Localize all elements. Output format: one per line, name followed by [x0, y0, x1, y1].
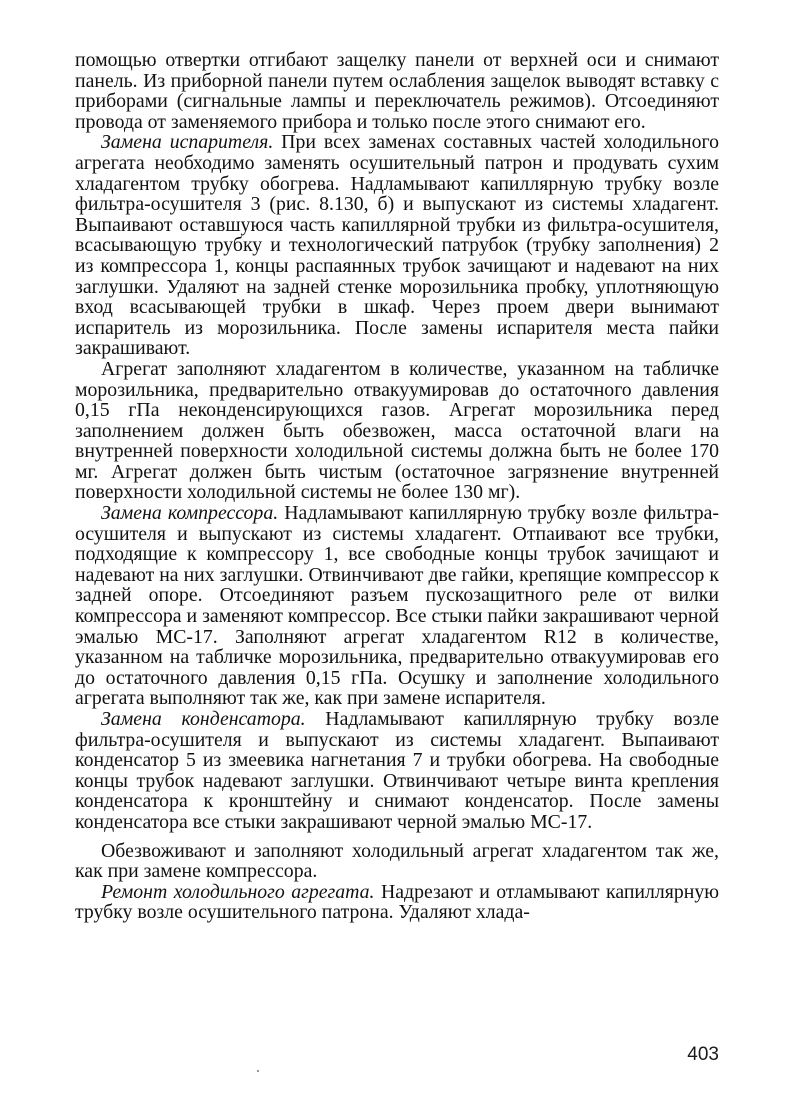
paragraph-text: Надламывают капиллярную трубку возле фильтра-осушителя и выпускают из системы хладагент. Отпаивают все трубки, подходящие к компрессору 1, все свободные концы трубок зачищают и надевают на них заглушки. Отвинчивают две гайки, крепящие компрессор к задней опоре. Отсоединяют разъем пускозащитного реле от вилки компрессора и заменяют компрессор. Все стыки пайки закрашивают черной эмалью МС-17. Заполняют агрегат хладагентом R12 в количестве, указанном на табличке морозильника, предварительно отвакуумировав его до остаточного давления 0,15 гПа. Осушку и заполнение холодильного агрегата выполняют так же, как при замене испарителя. — [75, 502, 719, 710]
paragraph-lead: Замена конденсатора. — [101, 708, 306, 730]
paragraph-dehydration — [75, 841, 719, 882]
document-page — [75, 50, 719, 1110]
paragraph-text: При всех заменах составных частей холодильного агрегата необходимо заменять осушительный патрон и продувать сухим хладагентом трубку обогрева. Надламывают капиллярную трубку возле фильтра-осушителя 3 (рис. 8.130, б) и выпускают из системы хладагент. Выпаивают оставшуюся часть капиллярной трубки из фильтра-осушителя, всасывающую трубку и технологический патрубок (трубку заполнения) 2 из компрессора 1, концы распаянных трубок зачищают и надевают на них заглушки. Удаляют на задней стенке морозильника пробку, уплотняющую вход всасывающей трубки в шкаф. Через проем двери вынимают испаритель из морозильника. После замены испарителя места пайки закрашивают. — [75, 131, 720, 360]
scan-speck — [257, 1070, 259, 1072]
paragraph-lead: Замена испарителя. — [101, 131, 274, 154]
paragraph-lead: Замена компрессора. — [101, 502, 279, 525]
paragraph-condenser-replacement — [75, 709, 719, 833]
paragraph-refrigerant-filling — [75, 359, 719, 503]
paragraph-lead: Ремонт холодильного агрегата. — [101, 880, 375, 903]
paragraph-text: Надрезают и отламывают капиллярную трубку возле осушительного патрона. Удаляют хлада- — [75, 880, 719, 924]
paragraph-text: Надламывают капиллярную трубку возле фильтра-осушителя и выпускают из системы хладагент. Выпаивают конденсатор 5 из змеевика нагнетания 7 и трубки обогрева. На свободные концы трубок надевают заглушки. Отвинчивают четыре винта крепления конденсатора к кронштейну и снимают конденсатор. После замены конденсатора все стыки закрашивают черной эмалью МС-17. — [75, 708, 720, 833]
paragraph-compressor-replacement — [75, 503, 719, 709]
paragraph-refrigeration-unit-repair — [75, 882, 719, 923]
paragraph-text: Агрегат заполняют хладагентом в количестве, указанном на табличке морозильника, предварительно отвакуумировав до остаточного давления 0,15 гПа неконденсирующихся газов. Агрегат морозильника перед заполнением должен быть обезвожен, масса остаточной влаги на внутренней поверхности холодильной системы должна быть не более 170 мг. Агрегат должен быть чистым (остаточное загрязнение внутренней поверхности холодильной системы не более 130 мг). — [75, 357, 719, 504]
paragraph-evaporator-replacement — [75, 132, 719, 359]
paragraph-text: помощью отвертки отгибают защелку панели от верхней оси и снимают панель. Из приборной панели путем ослабления защелок выводят вставку с приборами (сигнальные лампы и переключатель режимов). Отсоединяют провода от заменяемого прибора и только после этого снимают его. — [75, 49, 719, 133]
paragraph-text: Обезвоживают и заполняют холодильный агрегат хладагентом так же, как при замене компрессора. — [75, 839, 719, 883]
paragraph-intro-continuation — [75, 50, 719, 132]
page-number: 403 — [687, 1044, 719, 1065]
